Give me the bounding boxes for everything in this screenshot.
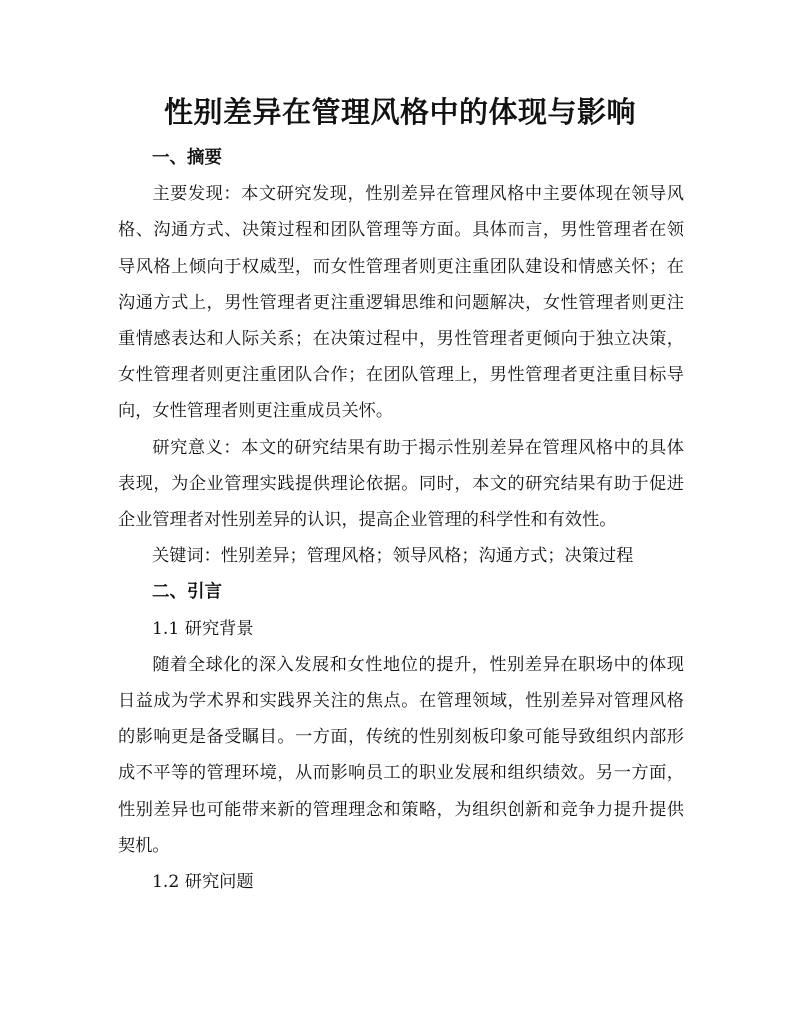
keywords-line: 关键词：性别差异；管理风格；领导风格；沟通方式；决策过程 [152, 546, 634, 567]
subheading-research-question: 1.2 研究问题 [152, 872, 254, 893]
subheading-research-background: 1.1 研究背景 [152, 618, 254, 639]
paragraph-significance: 研究意义：本文的研究结果有助于揭示性别差异在管理风格中的具体表现，为企业管理实践提供理论依据。同时，本文的研究结果有助于促进企业管理者对性别差异的认识，提高企业管理的科学性和有效性。 [118, 437, 684, 531]
paragraph-main-findings: 主要发现：本文研究发现，性别差异在管理风格中主要体现在领导风格、沟通方式、决策过程和团队管理等方面。具体而言，男性管理者在领导风格上倾向于权威型，而女性管理者则更注重团队建设和情感关怀；在沟通方式上，男性管理者更注重逻辑思维和问题解决，女性管理者则更注重情感表达和人际关系；在决策过程中，男性管理者更倾向于独立决策，女性管理者则更注重团队合作；在团队管理上，男性管理者更注重目标导向，女性管理者则更注重成员关怀。 [118, 184, 684, 422]
document-title: 性别差异在管理风格中的体现与影响 [163, 95, 636, 129]
section-heading-introduction: 二、引言 [152, 582, 222, 603]
paragraph-background: 随着全球化的深入发展和女性地位的提升，性别差异在职场中的体现日益成为学术界和实践界关注的焦点。在管理领域，性别差异对管理风格的影响更是备受瞩目。一方面，传统的性别刻板印象可能导致组织内部形成不平等的管理环境，从而影响员工的职业发展和组织绩效。另一方面，性别差异也可能带来新的管理理念和策略，为组织创新和竞争力提升提供契机。 [118, 654, 684, 856]
document-body [118, 140, 684, 900]
section-heading-abstract: 一、摘要 [152, 148, 222, 168]
